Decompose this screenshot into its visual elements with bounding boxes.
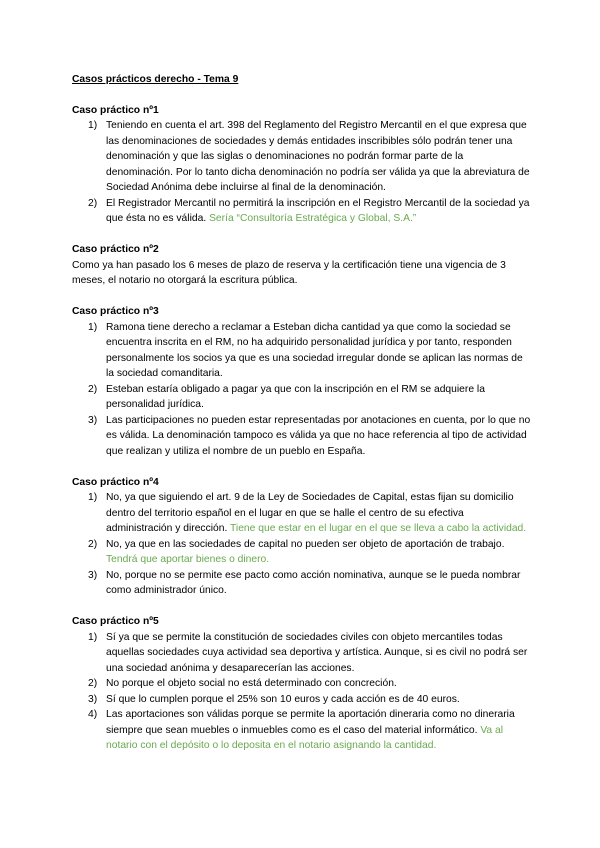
case-1-heading: Caso práctico nº1 xyxy=(72,104,159,116)
case-5-section xyxy=(72,614,532,754)
list-item xyxy=(72,692,532,708)
case-3-list xyxy=(72,320,532,460)
item-text: El Registrador Mercantil no permitirá la inscripción en el Registro Mercantil de la sociedad ya que ésta no es válida. xyxy=(106,197,530,224)
item-number: 2) xyxy=(88,538,98,550)
item-number: 2) xyxy=(88,197,98,209)
case-4-list xyxy=(72,490,532,599)
list-item xyxy=(72,537,532,568)
list-item xyxy=(72,490,532,537)
item-text: Sí ya que se permite la constitución de sociedades civiles con objeto mercantiles todas aquellas sociedades cuya actividad sea deportiva y artística. Aunque, si es civil no podrá ser una sociedad anónima y desaparecerían las acciones. xyxy=(106,631,528,674)
item-text: No porque el objeto social no está determinado con concreción. xyxy=(106,678,397,689)
item-text: Las participaciones no pueden estar representadas por anotaciones en cuenta, por lo que no es válida. La denominación tampoco es válida ya que no hace referencia al tipo de actividad que realizan y utiliza el nombre de un pueblo en España. xyxy=(106,414,531,457)
list-item xyxy=(72,707,532,754)
list-item xyxy=(72,413,532,460)
item-number: 3) xyxy=(88,414,98,426)
list-item xyxy=(72,382,532,413)
case-4-heading: Caso práctico nº4 xyxy=(72,476,159,488)
item-text: No, porque no se permite ese pacto como acción nominativa, aunque se le pueda nombrar como administrador único. xyxy=(106,569,521,596)
case-1-list xyxy=(72,118,532,227)
item-number: 1) xyxy=(88,321,98,333)
item-text: Teniendo en cuenta el art. 398 del Reglamento del Registro Mercantil en el que expresa que las denominaciones de sociedades y demás entidades inscribibles sólo podrán tener una denominación y que las siglas o denominaciones no podrán formar parte de la denominación. Por lo tanto dicha denominación no podría ser válida ya que la abreviatura de Sociedad Anónima debe incluirse al final de la denominación. xyxy=(106,120,530,193)
item-number: 1) xyxy=(88,492,98,503)
item-text: Las aportaciones son válidas porque se permite la aportación dineraria como no dineraria siempre que sean muebles o inmuebles como es el caso del material informático. xyxy=(106,709,515,736)
item-number: 1) xyxy=(88,631,98,643)
item-number: 1) xyxy=(88,120,98,131)
case-5-list xyxy=(72,630,532,754)
list-item xyxy=(72,320,532,382)
list-item xyxy=(72,568,532,599)
list-item xyxy=(72,676,532,692)
item-number: 3) xyxy=(88,569,98,581)
case-3-heading: Caso práctico nº3 xyxy=(72,306,159,317)
item-number: 2) xyxy=(88,383,98,395)
item-number: 3) xyxy=(88,693,98,705)
item-text: No, ya que en las sociedades de capital no pueden ser objeto de aportación de trabajo. xyxy=(106,538,505,550)
teacher-note: Sería “Consultoría Estratégica y Global, S.A.” xyxy=(209,213,417,224)
item-text: Ramona tiene derecho a reclamar a Esteban dicha cantidad ya que como la sociedad se encuentra inscrita en el RM, no ha adquirido personalidad jurídica y por tanto, responden personalmente los socios ya que es una sociedad irregular donde se aplican las normas de la sociedad comanditaria. xyxy=(106,321,523,379)
document-title: Casos prácticos derecho - Tema 9 xyxy=(72,74,239,85)
case-2-paragraph: Como ya han pasado los 6 meses de plazo de reserva y la certificación tiene una vigencia de 3 meses, el notario no otorgará la escritura pública. xyxy=(72,259,506,286)
item-text: Sí que lo cumplen porque el 25% son 10 euros y cada acción es de 40 euros. xyxy=(106,693,460,705)
case-2-section xyxy=(72,242,532,289)
teacher-note: Tendrá que aportar bienes o dinero. xyxy=(106,554,270,565)
list-item xyxy=(72,118,532,196)
case-3-section xyxy=(72,304,532,459)
teacher-note: Va al notario con el depósito o lo deposita en el notario asignando la cantidad. xyxy=(106,724,504,751)
case-2-heading: Caso práctico nº2 xyxy=(72,244,159,255)
item-text: Esteban estaría obligado a pagar ya que con la inscripción en el RM se adquiere la personalidad jurídica. xyxy=(106,383,485,410)
list-item xyxy=(72,196,532,227)
case-1-section xyxy=(72,103,532,227)
case-4-section xyxy=(72,475,532,599)
item-number: 4) xyxy=(88,709,98,720)
case-5-heading: Caso práctico nº5 xyxy=(72,616,159,627)
list-item xyxy=(72,630,532,677)
teacher-note: Tiene que estar en el lugar en el que se lleva a cabo la actividad. xyxy=(230,523,527,534)
item-text: No, ya que siguiendo el art. 9 de la Ley de Sociedades de Capital, estas fijan su domicilio dentro del territorio español en el lugar en que se halle el centro de su efectiva administración y dirección. xyxy=(106,492,514,534)
document-page xyxy=(72,72,532,769)
item-number: 2) xyxy=(88,678,98,689)
